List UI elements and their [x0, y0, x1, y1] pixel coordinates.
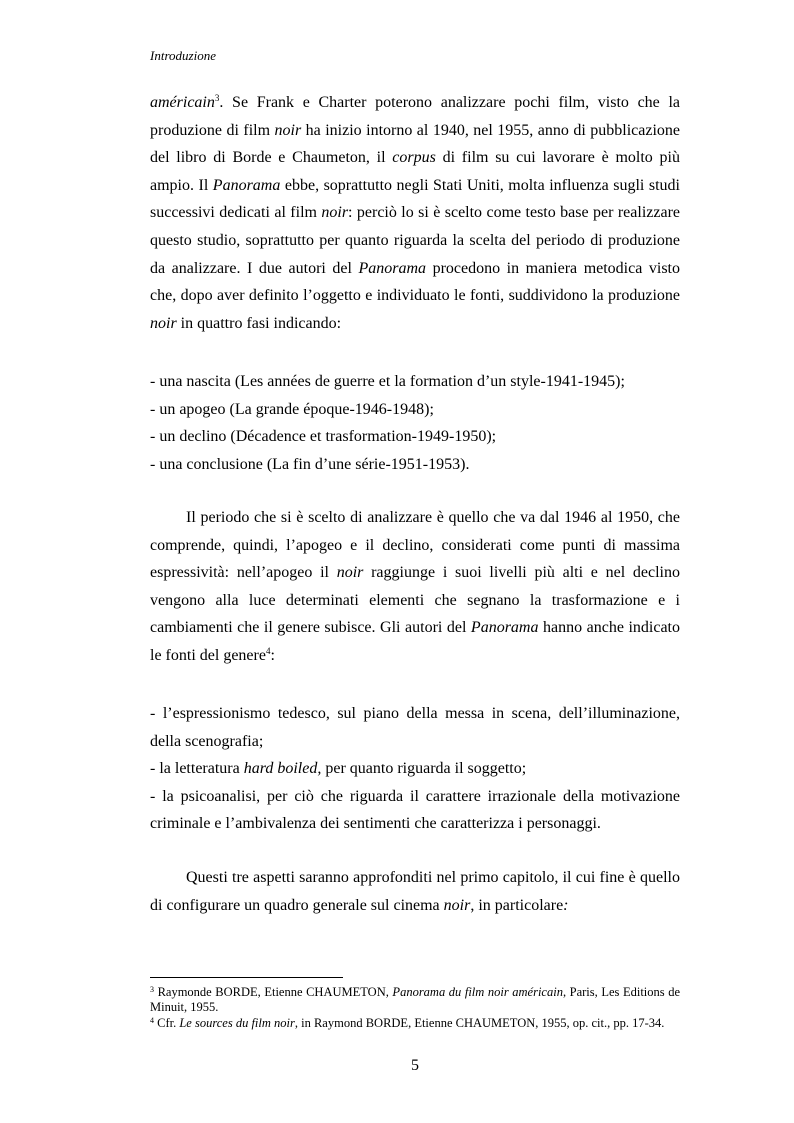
italic-term: noir	[274, 121, 302, 139]
text-run: per quanto riguarda il soggetto;	[321, 760, 527, 778]
italic-term: :	[563, 896, 569, 914]
running-header: Introduzione	[150, 48, 216, 63]
italic-term: noir	[321, 204, 349, 222]
page-number: 5	[411, 1057, 419, 1074]
italic-title: Le sources du film noir	[179, 1016, 295, 1030]
italic-term: noir	[336, 564, 364, 582]
body-paragraph-3	[150, 864, 680, 919]
italic-term: Panorama	[212, 176, 281, 194]
footnote-number: 3	[150, 985, 154, 994]
list-item: - un apogeo (La grande époque-1946-1948);	[150, 400, 434, 418]
italic-term: Panorama	[470, 619, 539, 637]
text-run: :	[270, 646, 275, 664]
text-run: Questi tre aspetti saranno approfonditi nel primo capitolo, il cui fine è quello di configurare un quadro generale sul cinema	[150, 869, 680, 914]
footnote-separator	[150, 977, 343, 978]
text-run: , in Raymond BORDE, Etienne CHAUMETON, 1955, op. cit., pp. 17-34.	[294, 1016, 665, 1030]
phases-list	[150, 368, 680, 478]
body-paragraph-1	[150, 89, 680, 337]
italic-term: Panorama	[358, 259, 427, 277]
list-item: - la psicoanalisi, per ciò che riguarda il carattere irrazionale della motivazione criminale e l’ambivalenza dei sentimenti che caratterizza i personaggi.	[150, 787, 680, 833]
list-item: - un declino (Décadence et trasformation-1949-1950);	[150, 428, 497, 446]
text-run: : perciò lo si è scelto come testo base per realizzare questo studio, soprattutto per quanto riguarda la scelta del periodo di produzione da analizzare. I due autori del	[150, 204, 680, 277]
text-run: Il periodo che si è scelto di analizzare è quello che va dal 1946 al 1950, che comprende, quindi, l’apogeo e il declino, considerati come punti di massima espressività: nell’apogeo il	[150, 509, 680, 582]
text-run: raggiunge i suoi livelli più alti e nel declino vengono alla luce determinati elementi che segnano la trasformazione e i cambiamenti che il genere subisce. Gli autori del	[150, 564, 680, 637]
text-run: in quattro fasi indicando:	[176, 314, 342, 332]
footnote-ref-3[interactable]: 3	[214, 93, 220, 103]
text-run: , Paris, Les Editions de Minuit, 1955.	[150, 985, 680, 1014]
footnote-4	[150, 1016, 680, 1031]
text-run: hanno anche indicato le fonti del genere	[150, 619, 680, 664]
footnote-ref-4[interactable]: 4	[265, 645, 271, 656]
list-item	[150, 755, 680, 783]
footnotes	[150, 985, 680, 1032]
italic-term: américain	[150, 94, 215, 111]
text-run: - la letteratura	[150, 760, 244, 778]
italic-title: , Panorama du film noir américain	[385, 985, 563, 999]
text-run: Raymonde BORDE, Etienne CHAUMETON	[154, 985, 386, 999]
paragraph-text	[150, 504, 680, 670]
text-run: ebbe, soprattutto negli Stati Uniti, molta influenza sugli studi successivi dedicati al film	[150, 176, 681, 222]
body-paragraph-2	[150, 504, 680, 670]
footnote-number: 4	[150, 1016, 154, 1025]
text-run: Cfr.	[154, 1016, 180, 1030]
paragraph-text	[150, 864, 680, 919]
text-run: ha inizio intorno al 1940, nel 1955, anno di pubblicazione del libro di Borde e Chaumeton, il	[150, 121, 680, 167]
italic-term: noir	[150, 314, 177, 332]
text-run: , in particolare	[470, 896, 564, 914]
italic-term: corpus	[392, 149, 436, 167]
text-run: . Se Frank e Charter poterono analizzare pochi film, visto che la produzione di film	[150, 94, 680, 139]
sources-list	[150, 700, 680, 838]
list-item: - l’espressionismo tedesco, sul piano della messa in scena, dell’illuminazione, della scenografia;	[150, 705, 680, 750]
list-item: - una nascita (Les années de guerre et la formation d’un style-1941-1945);	[150, 373, 625, 390]
list-item: - una conclusione (La fin d’une série-1951-1953).	[150, 455, 470, 473]
italic-term: noir	[443, 896, 471, 914]
text-run: procedono in maniera metodica visto che, dopo aver definito l’oggetto e individuato le fonti, suddividono la produzione	[150, 259, 680, 305]
footnote-3	[150, 985, 680, 1015]
italic-term: hard boiled,	[243, 760, 322, 778]
paragraph-text	[150, 89, 680, 337]
text-run: di film su cui lavorare è molto più ampio. Il	[150, 149, 680, 194]
